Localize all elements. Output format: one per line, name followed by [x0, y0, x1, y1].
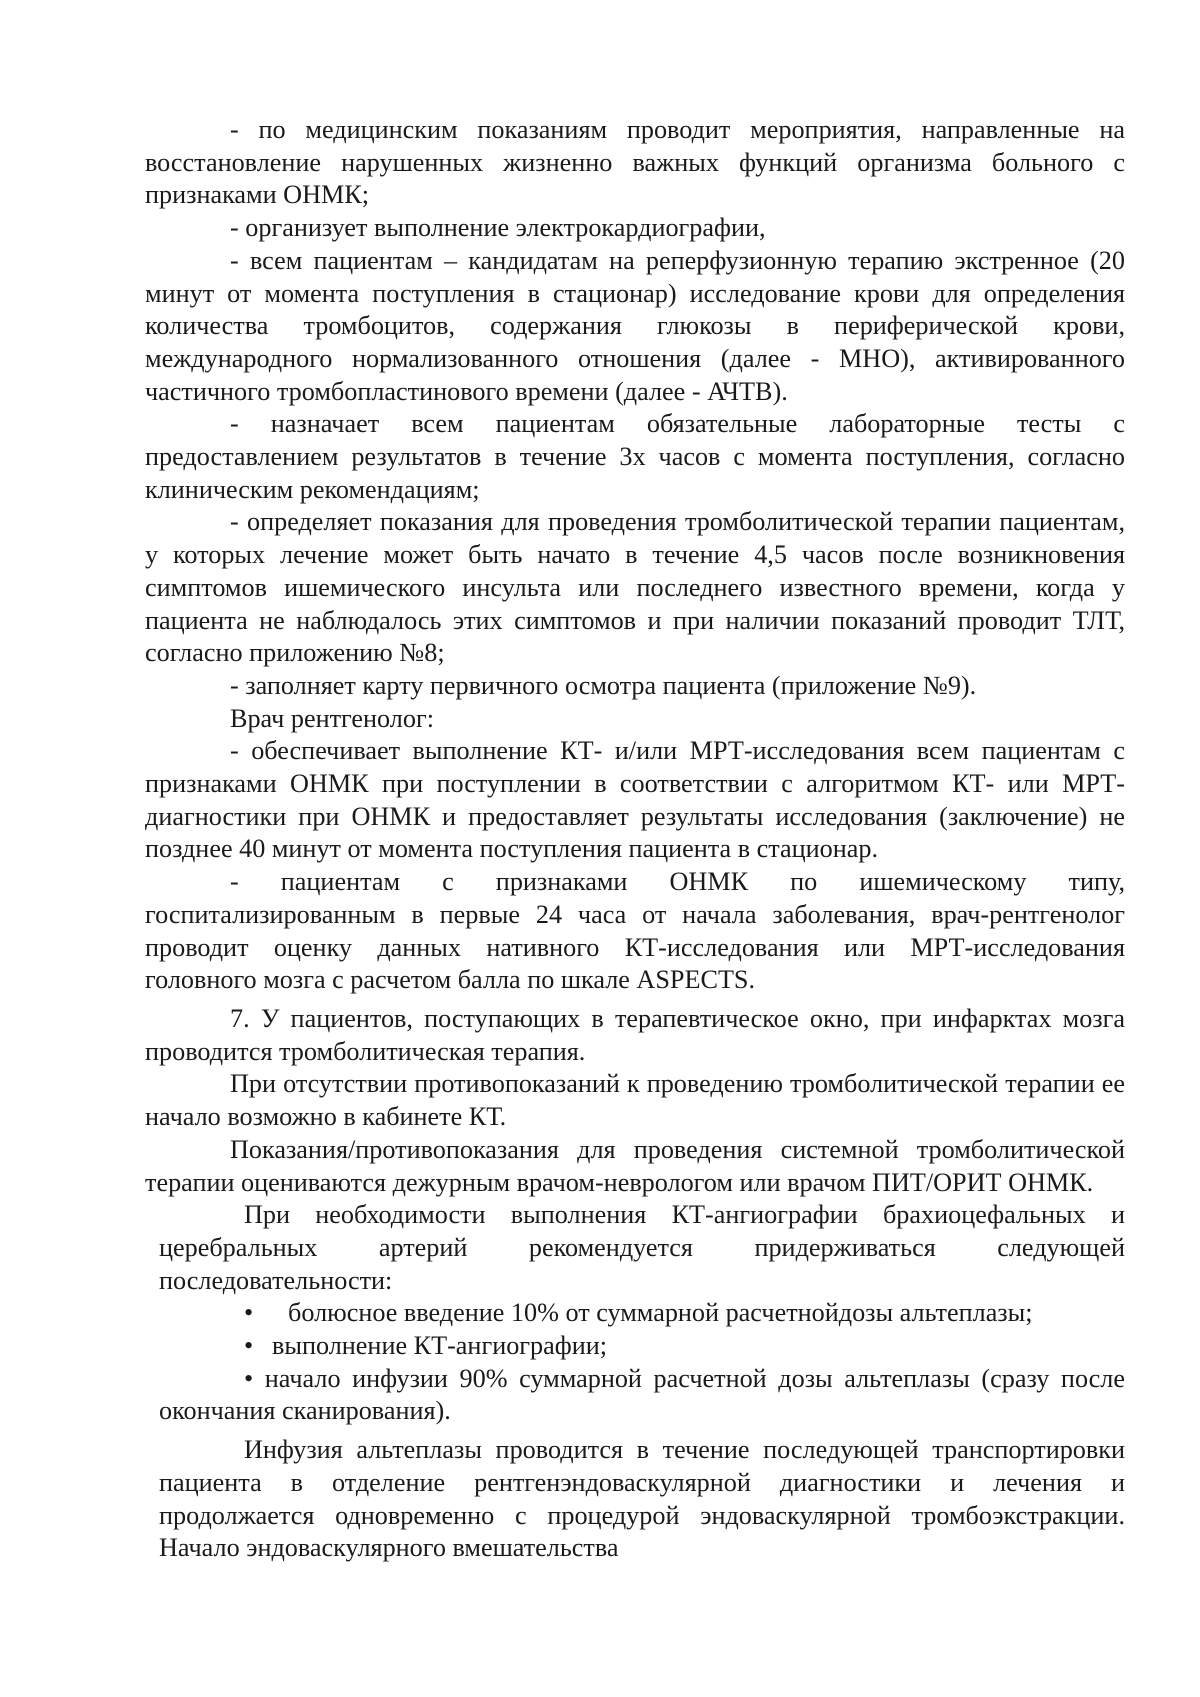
list-item-text: выполнение КТ-ангиографии; — [272, 1331, 608, 1361]
paragraph-radiologist-heading: Врач рентгенолог: — [230, 703, 434, 733]
list-item — [145, 1363, 1125, 1428]
paragraph-ecg: - организует выполнение электрокардиографии, — [230, 213, 766, 243]
paragraph-indications-assessment: Показания/противопоказания для проведения системной тромболитической терапии оцениваются дежурным врачом-неврологом или врачом ПИТ/ОРИТ ОНМК. — [145, 1134, 1125, 1197]
document-body — [145, 114, 1125, 1565]
bullet-symbol: • — [244, 1363, 254, 1393]
paragraph-ct-room: При отсутствии противопоказаний к проведению тромболитической терапии ее начало возможно в кабинете КТ. — [145, 1069, 1125, 1132]
paragraph-ct-angiography: При необходимости выполнения КТ-ангиографии брахиоцефальных и церебральных артерий рекомендуется придерживаться следующей последовательности: — [159, 1200, 1125, 1295]
list-item-text: болюсное введение 10% от суммарной расчетнойдозы альтеплазы; — [288, 1298, 1033, 1328]
paragraph-alteplase-infusion: Инфузия альтеплазы проводится в течение последующей транспортировки пациента в отделение рентгенэндоваскулярной диагностики и лечения и продолжается одновременно с процедурой эндоваскулярной тромбоэкстракции. Начало эндоваскулярного вмешательства — [159, 1435, 1125, 1563]
paragraph-lab-tests: - назначает всем пациентам обязательные лабораторные тесты с предоставлением результатов в течение 3х часов с момента поступления, согласно клиническим рекомендациям; — [145, 409, 1125, 504]
paragraph-tlt-indications: - определяет показания для проведения тромболитической терапии пациентам, у которых лечение может быть начато в течение 4,5 часов после возникновения симптомов ишемического инсульта или последнего известного времени, когда у пациента не наблюдалось этих симптомов и при наличии показаний проводит ТЛТ, согласно приложению №8; — [145, 507, 1125, 668]
paragraph-blood-test: - всем пациентам – кандидатам на реперфузионную терапию экстренное (20 минут от момента поступления в стационар) исследование крови для определения количества тромбоцитов, содержания глюкозы в периферической крови, международного нормализованного отношения (далее - МНО), активированного частичного тромбопластинового времени (далее - АЧТВ). — [145, 245, 1125, 406]
bullet-symbol: • — [244, 1331, 254, 1361]
list-item — [145, 1297, 1125, 1330]
list-item — [145, 1330, 1125, 1363]
paragraph-exam-card: - заполняет карту первичного осмотра пациента (приложение №9). — [230, 670, 977, 700]
paragraph-item-7: 7. У пациентов, поступающих в терапевтическое окно, при инфарктах мозга проводится тромболитическая терапия. — [145, 1003, 1125, 1066]
paragraph-restore-functions: - по медицинским показаниям проводит мероприятия, направленные на восстановление нарушенных жизненно важных функций организма больного с признаками ОНМК; — [145, 115, 1125, 210]
list-item-text: начало инфузии 90% суммарной расчетной дозы альтеплазы (сразу после окончания сканирования). — [159, 1363, 1126, 1426]
paragraph-aspects: - пациентам с признаками ОНМК по ишемическому типу, госпитализированным в первые 24 часа от начала заболевания, врач-рентгенолог проводит оценку данных нативного КТ-исследования или МРТ-исследования головного мозга с расчетом балла по шкале ASPECTS. — [145, 867, 1125, 995]
paragraph-ct-mri: - обеспечивает выполнение КТ- и/или МРТ-исследования всем пациентам с признаками ОНМК при поступлении в соответствии с алгоритмом КТ- или МРТ-диагностики при ОНМК и предоставляет результаты исследования (заключение) не позднее 40 минут от момента поступления пациента в стационар. — [145, 736, 1125, 864]
bullet-symbol: • — [244, 1298, 254, 1328]
